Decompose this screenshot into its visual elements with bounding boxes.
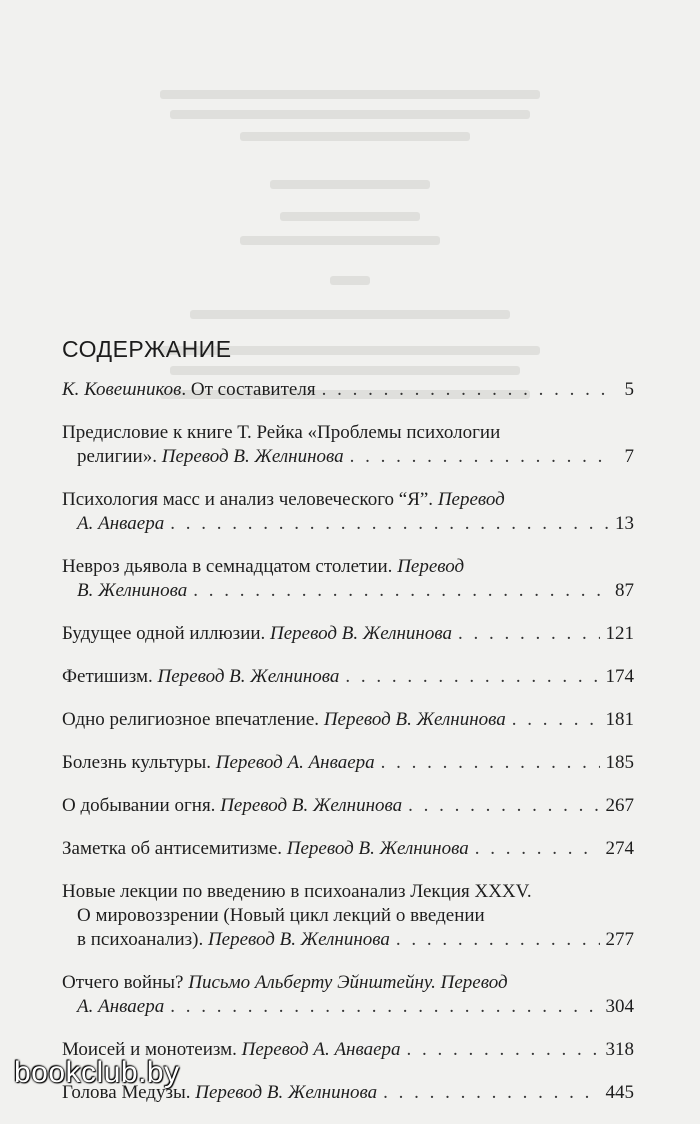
- toc-entry-line: [62, 665, 634, 689]
- dot-leader: [407, 1038, 600, 1062]
- toc-entry-line: [62, 971, 634, 995]
- toc-entry-line: [62, 488, 634, 512]
- toc-entry: [62, 880, 634, 952]
- toc-entry: [62, 622, 634, 646]
- entry-translator-text: Перевод В. Желнинова: [270, 623, 452, 644]
- dot-leader: [345, 665, 599, 689]
- dot-leader: [170, 512, 609, 536]
- toc-entry-line: [62, 708, 634, 732]
- entry-translator-text: Письмо Альберту Эйнштейну. Перевод: [188, 972, 508, 993]
- entry-translator-text: Перевод: [397, 556, 465, 577]
- entry-title-text: Предисловие к книге Т. Рейка «Проблемы психологии: [62, 422, 501, 443]
- toc-entry-line: [62, 555, 634, 579]
- toc-entry: [62, 665, 634, 689]
- entry-title-text: религии».: [77, 446, 162, 467]
- toc-entry: [62, 837, 634, 861]
- entry-translator-text: В. Желнинова: [77, 580, 188, 601]
- entry-translator-text: Перевод А. Анваера: [215, 752, 375, 773]
- toc-entry: [62, 378, 634, 402]
- entry-translator-text: Перевод В. Желнинова: [220, 795, 403, 816]
- page-number: 181: [605, 709, 634, 730]
- page-number: 304: [605, 996, 634, 1017]
- toc-entry-line: [62, 751, 634, 775]
- entry-title-text: в психоанализ).: [77, 929, 208, 950]
- toc-heading: СОДЕРЖАНИЕ: [62, 336, 232, 362]
- dot-leader: [170, 995, 599, 1019]
- entry-title-text: Невроз дьявола в семнадцатом столетии.: [62, 556, 398, 577]
- page-number: 7: [624, 446, 634, 467]
- dot-leader: [458, 622, 600, 646]
- toc-list: [62, 378, 634, 1124]
- page-number: 13: [615, 513, 634, 534]
- dot-leader: [396, 928, 600, 952]
- entry-translator-text: К. Ковешников: [62, 379, 182, 400]
- dot-leader: [381, 751, 600, 775]
- toc-entry: [62, 971, 634, 1019]
- toc-entry-line: [62, 579, 634, 603]
- page-number: 121: [605, 623, 634, 644]
- page-number: 445: [605, 1082, 634, 1103]
- entry-title-text: Фетишизм.: [62, 666, 158, 687]
- page-number: 174: [605, 666, 634, 687]
- page-number: 277: [605, 929, 634, 950]
- page-number: 267: [605, 795, 634, 816]
- toc-entry: [62, 421, 634, 469]
- toc-entry-line: [62, 904, 634, 928]
- entry-title-text: Голова Медузы.: [62, 1082, 196, 1103]
- dot-leader: [350, 445, 610, 469]
- entry-title-text: . От составителя: [181, 379, 316, 400]
- toc-entry-line: [62, 837, 634, 861]
- entry-translator-text: Перевод В. Желнинова: [323, 709, 506, 730]
- page-number: 274: [605, 838, 634, 859]
- page-number: 185: [605, 752, 634, 773]
- entry-translator-text: Перевод В. Желнинова: [195, 1082, 378, 1103]
- entry-title-text: Одно религиозное впечатление.: [62, 709, 324, 730]
- toc-entry-line: [62, 512, 634, 536]
- entry-translator-text: А. Анваера: [77, 996, 165, 1017]
- show-through-text: [160, 90, 540, 420]
- toc-entry-line: [62, 928, 634, 952]
- entry-title-text: Болезнь культуры.: [62, 752, 216, 773]
- toc-entry: [62, 488, 634, 536]
- toc-entry-line: [62, 378, 634, 402]
- toc-entry: [62, 555, 634, 603]
- entry-title-text: О добывании огня.: [62, 795, 221, 816]
- entry-title-text: Будущее одной иллюзии.: [62, 623, 271, 644]
- toc-entry-line: [62, 995, 634, 1019]
- page-number: 5: [624, 379, 634, 400]
- dot-leader: [475, 837, 600, 861]
- dot-leader: [383, 1081, 599, 1105]
- page-number: 87: [615, 580, 634, 601]
- entry-translator-text: Перевод В. Желнинова: [161, 446, 344, 467]
- entry-translator-text: А. Анваера: [77, 513, 165, 534]
- toc-entry-line: [62, 880, 634, 904]
- entry-translator-text: Перевод В. Желнинова: [157, 666, 340, 687]
- entry-translator-text: Перевод: [437, 489, 505, 510]
- entry-title-text: Отчего войны?: [62, 972, 189, 993]
- toc-entry-line: [62, 794, 634, 818]
- toc-entry: [62, 751, 634, 775]
- toc-entry-line: [62, 421, 634, 445]
- entry-translator-text: Перевод А. Анваера: [241, 1039, 401, 1060]
- entry-title-text: Психология масс и анализ человеческого “Я”.: [62, 489, 438, 510]
- toc-entry: [62, 708, 634, 732]
- entry-title-text: О мировоззрении (Новый цикл лекций о введении: [77, 905, 485, 926]
- site-watermark: bookclub.by: [14, 1056, 180, 1089]
- entry-translator-text: Перевод В. Желнинова: [286, 838, 469, 859]
- dot-leader: [512, 708, 600, 732]
- toc-entry-line: [62, 445, 634, 469]
- entry-title-text: Заметка об антисемитизме.: [62, 838, 287, 859]
- entry-translator-text: Перевод В. Желнинова: [207, 929, 390, 950]
- toc-entry: [62, 794, 634, 818]
- dot-leader: [322, 378, 610, 402]
- entry-title-text: Моисей и монотеизм.: [62, 1039, 242, 1060]
- dot-leader: [408, 794, 599, 818]
- page-number: 318: [605, 1039, 634, 1060]
- entry-title-text: Новые лекции по введению в психоанализ Лекция XXXV.: [62, 881, 532, 902]
- toc-entry-line: [62, 622, 634, 646]
- dot-leader: [193, 579, 609, 603]
